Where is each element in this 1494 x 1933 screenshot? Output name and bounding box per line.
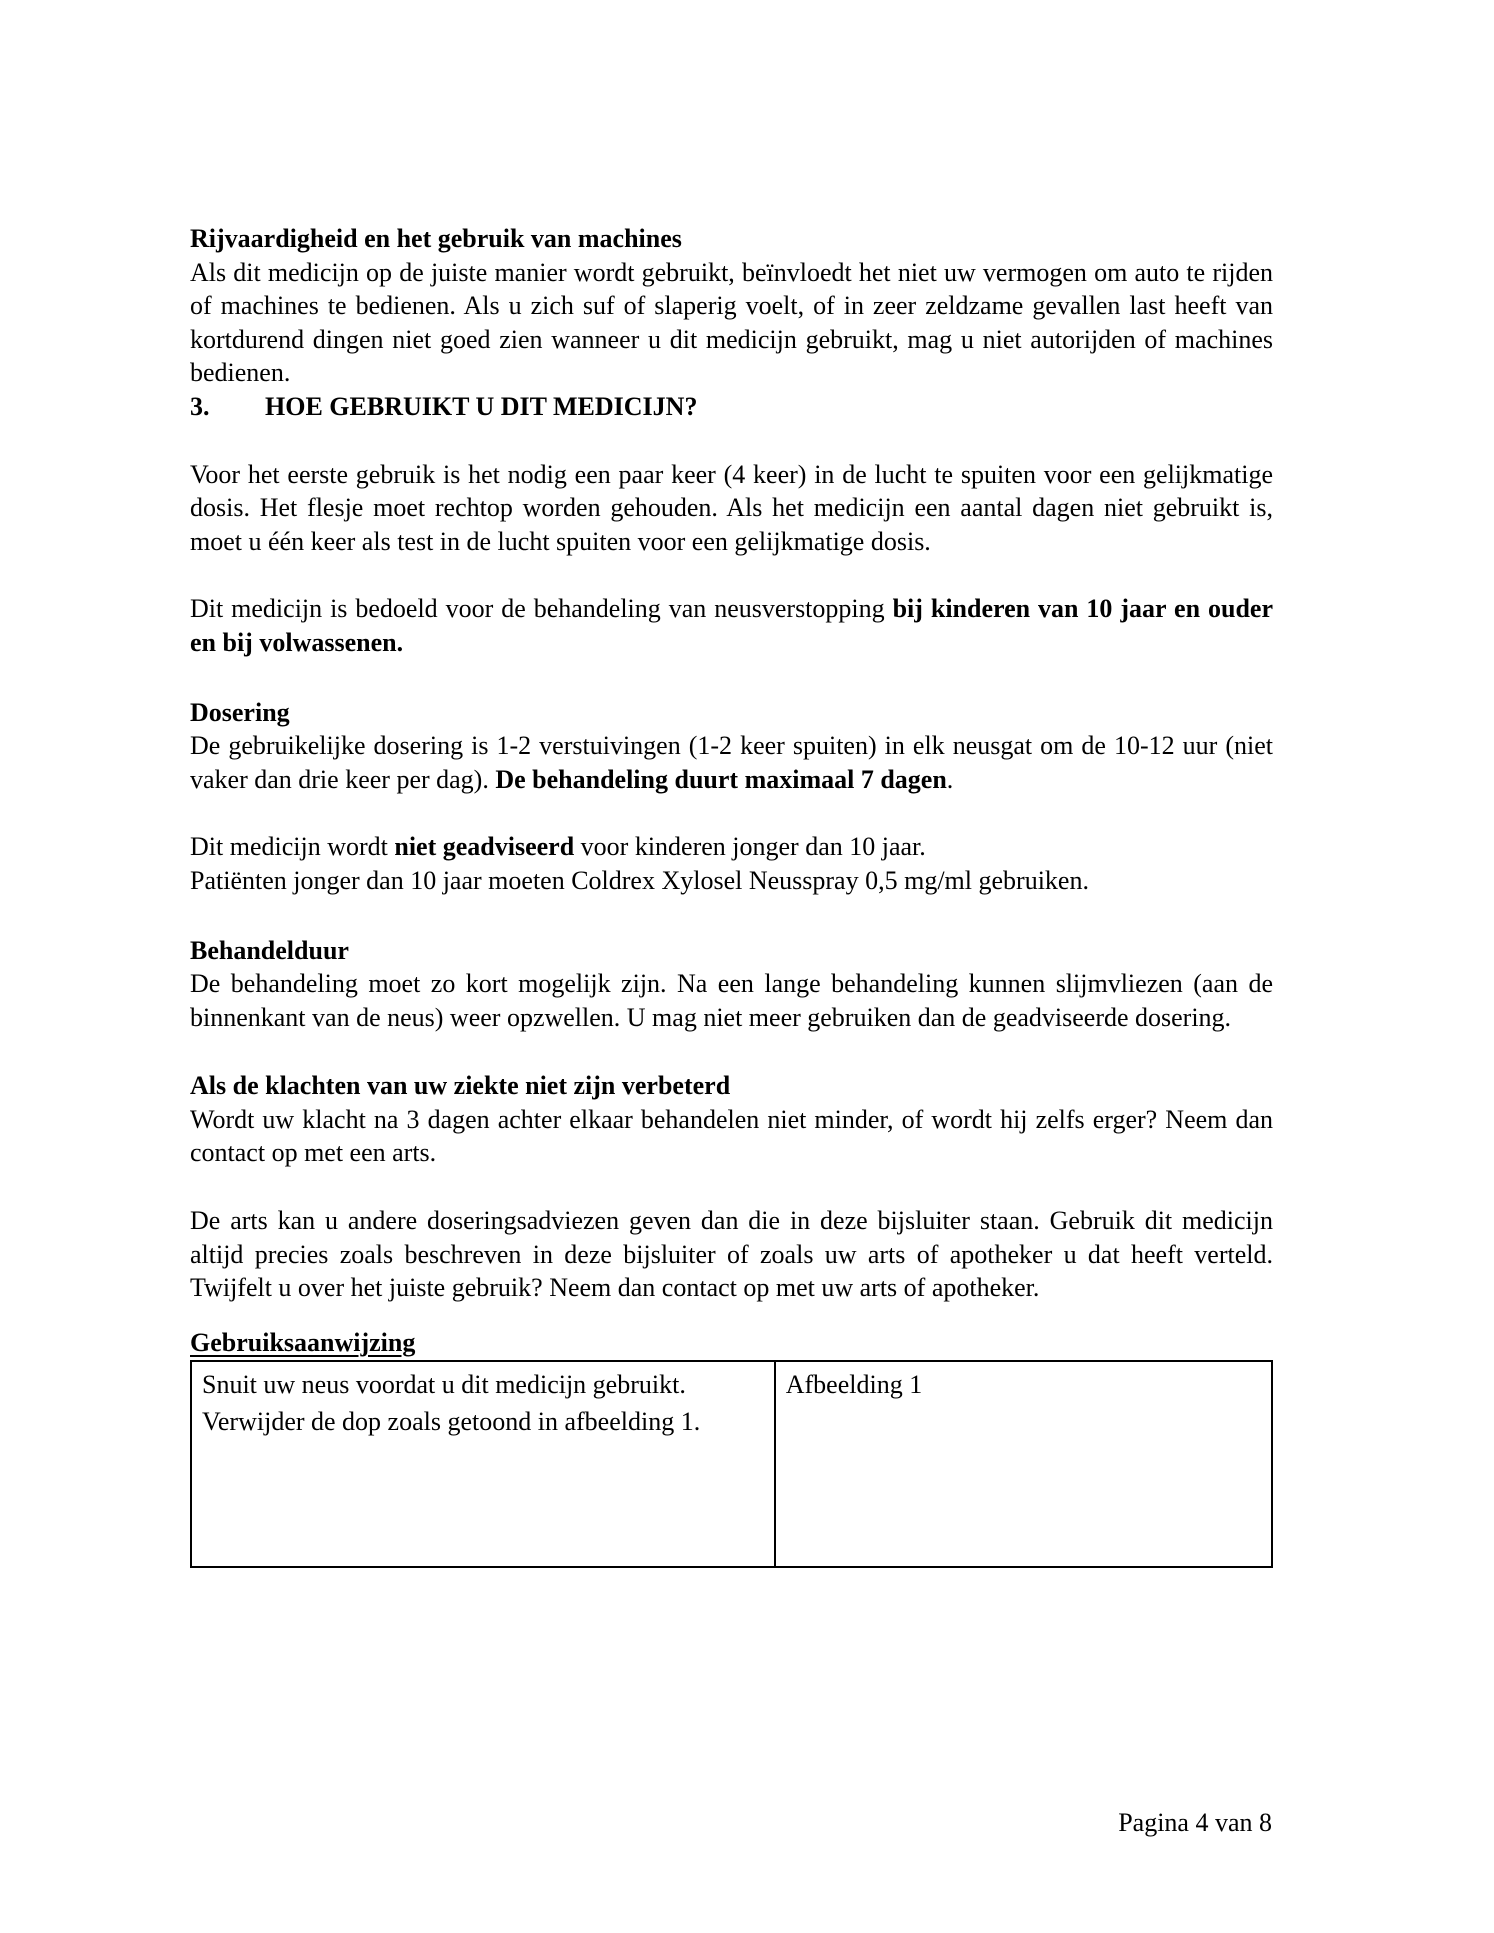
section-3-number: 3. <box>190 391 210 421</box>
instructions-table <box>190 1360 1273 1568</box>
page-content <box>190 222 1273 1568</box>
table-cell-instruction: Snuit uw neus voordat u dit medicijn gebruikt. Verwijder de dop zoals getoond in afbeelding 1. <box>191 1361 775 1567</box>
heading-dosering: Dosering <box>190 697 290 727</box>
section-3-heading <box>190 390 1273 424</box>
table-cell-figure-label: Afbeelding 1 <box>775 1361 1272 1567</box>
paragraph-driving-machines: Als dit medicijn op de juiste manier wordt gebruikt, beïnvloedt het niet uw vermogen om auto te rijden of machines te bedienen. Als u zich suf of slaperig voelt, of in zeer zeldzame gevallen last heeft van kortdurend dingen niet goed zien wanneer u dit medicijn gebruikt, mag u niet autorijden of machines bedienen. <box>190 257 1273 388</box>
heading-behandelduur: Behandelduur <box>190 935 349 965</box>
heading-klachten: Als de klachten van uw ziekte niet zijn verbeterd <box>190 1071 731 1101</box>
paragraph-patients-younger: Patiënten jonger dan 10 jaar moeten Coldrex Xylosel Neusspray 0,5 mg/ml gebruiken. <box>190 865 1089 895</box>
paragraph-first-use: Voor het eerste gebruik is het nodig een paar keer (4 keer) in de lucht te spuiten voor een gelijkmatige dosis. Het flesje moet rechtop worden gehouden. Als het medicijn een aantal dagen niet gebruikt is, moet u één keer als test in de lucht spuiten voor een gelijkmatige dosis. <box>190 459 1273 556</box>
page-number: Pagina 4 van 8 <box>1118 1808 1272 1837</box>
paragraph-klachten: Wordt uw klacht na 3 dagen achter elkaar behandelen niet minder, of wordt hij zelfs erger? Neem dan contact op met een arts. <box>190 1104 1273 1168</box>
section-3-title: HOE GEBRUIKT U DIT MEDICIJN? <box>265 391 698 421</box>
paragraph-arts-advice: De arts kan u andere doseringsadviezen geven dan die in deze bijsluiter staan. Gebruik dit medicijn altijd precies zoals beschreven in deze bijsluiter of zoals uw arts of apotheker u dat heeft verteld. Twijfelt u over het juiste gebruik? Neem dan contact op met uw arts of apotheker. <box>190 1206 1273 1303</box>
table-row <box>191 1361 1272 1567</box>
heading-driving-machines: Rijvaardigheid en het gebruik van machines <box>190 224 682 253</box>
heading-gebruiksaanwijzing: Gebruiksaanwijzing <box>190 1327 416 1357</box>
paragraph-not-advised: Dit medicijn wordt niet geadviseerd voor kinderen jonger dan 10 jaar. <box>190 832 926 862</box>
paragraph-behandelduur: De behandeling moet zo kort mogelijk zijn. Na een lange behandeling kunnen slijmvliezen (aan de binnenkant van de neus) weer opzwellen. U mag niet meer gebruiken dan de geadviseerde dosering. <box>190 969 1273 1032</box>
paragraph-dosering: De gebruikelijke dosering is 1-2 verstuivingen (1-2 keer spuiten) in elk neusgat om de 10-12 uur (niet vaker dan drie keer per dag). De behandeling duurt maximaal 7 dagen. <box>190 731 1273 794</box>
paragraph-intended-use: Dit medicijn is bedoeld voor de behandeling van neusverstopping bij kinderen van 10 jaar en ouder en bij volwassenen. <box>190 594 1273 657</box>
